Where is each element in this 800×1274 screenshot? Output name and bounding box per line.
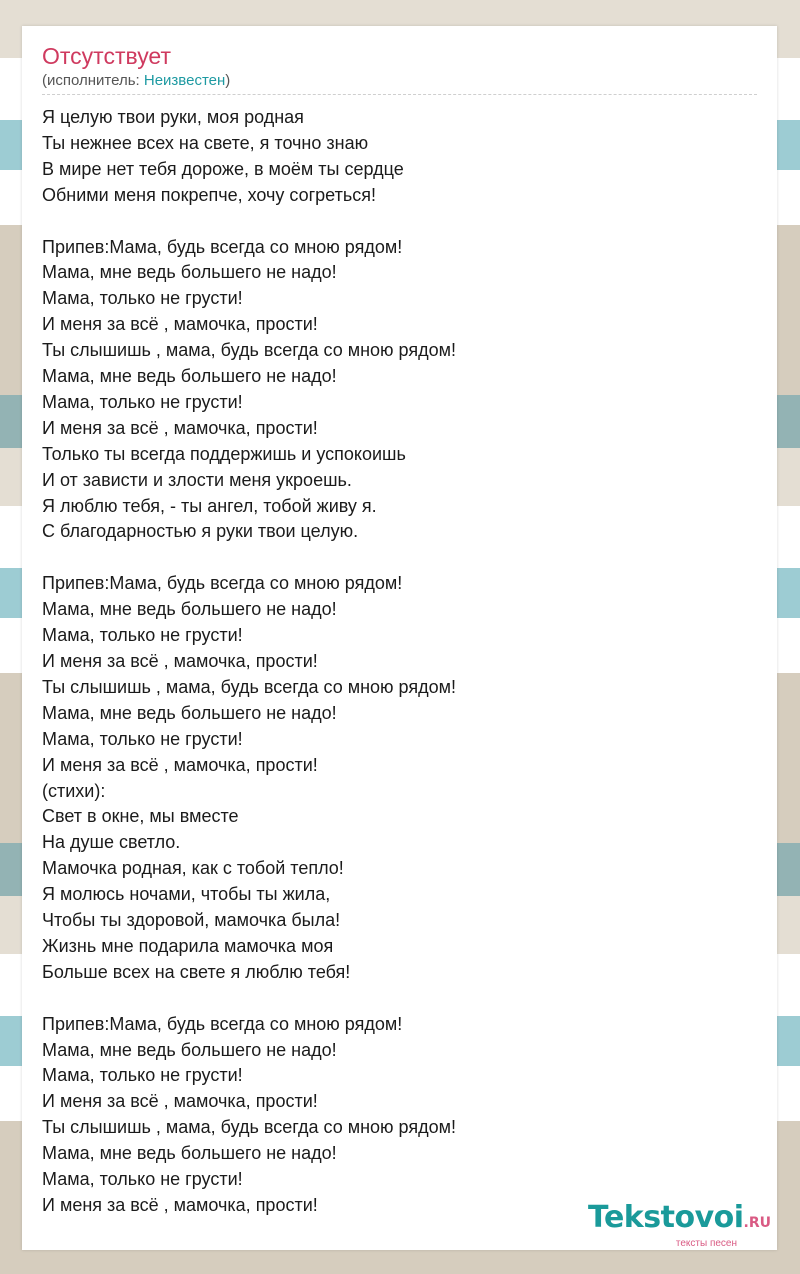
lyric-line: И меня за всё , мамочка, прости!: [42, 651, 318, 671]
lyric-line: Мама, только не грусти!: [42, 728, 243, 749]
lyric-line: И меня за всё , мамочка, прости!: [42, 1195, 318, 1216]
lyric-line: Ты нежнее всех на свете, я точно знаю: [42, 132, 369, 153]
artist-link[interactable]: Неизвестен: [143, 72, 226, 89]
lyric-line: На душе светло.: [42, 832, 181, 853]
stanza-break: [42, 209, 742, 235]
lyric-line: Припев:Мама, будь всегда со мною рядом!: [42, 236, 403, 257]
lyric-line: Свет в окне, мы вместе: [42, 806, 239, 827]
logo-wordmark: [561, 1202, 771, 1239]
lyric-line: Припев:Мама, будь всегда со мною рядом!: [42, 573, 403, 594]
lyric-line: Мама, мне ведь большего не надо!: [42, 1143, 337, 1164]
lyric-line: Мама, мне ведь большего не надо!: [42, 1039, 337, 1060]
lyric-line: Я целую твои руки, моя родная: [42, 107, 304, 127]
lyric-line: И меня за всё , мамочка, прости!: [42, 754, 318, 775]
artist-suffix: ): [225, 72, 231, 89]
lyric-line: Больше всех на свете я люблю тебя!: [42, 961, 351, 982]
lyric-line: Мама, мне ведь большего не надо!: [42, 702, 337, 723]
lyric-line: Я люблю тебя, - ты ангел, тобой живу я.: [42, 495, 377, 516]
lyric-line: И меня за всё , мамочка, прости!: [42, 314, 318, 335]
lyric-line: (стихи):: [42, 780, 106, 801]
artist-line: [42, 71, 230, 91]
lyric-line: И меня за всё , мамочка, прости!: [42, 1091, 318, 1112]
lyric-line: В мире нет тебя дороже, в моём ты сердце: [42, 158, 404, 179]
logo-tagline: тексты песен: [675, 1238, 737, 1249]
lyric-line: Мама, мне ведь большего не надо!: [42, 366, 337, 387]
lyric-line: Мама, только не грусти!: [42, 1065, 243, 1086]
lyric-line: И меня за всё , мамочка, прости!: [42, 417, 318, 438]
lyric-line: Ты слышишь , мама, будь всегда со мною рядом!: [42, 340, 456, 361]
lyric-line: Мама, мне ведь большего не надо!: [42, 599, 337, 620]
lyric-line: Только ты всегда поддержишь и успокоишь: [42, 443, 406, 464]
artist-prefix: (исполнитель:: [42, 72, 144, 89]
lyric-line: Обними меня покрепче, хочу согреться!: [42, 184, 376, 205]
logo-tld: .RU: [743, 1215, 771, 1231]
song-title: Отсутствует: [42, 43, 171, 69]
title-divider: [42, 94, 757, 95]
lyric-line: Жизнь мне подарила мамочка моя: [42, 935, 334, 956]
lyric-line: Мамочка родная, как с тобой тепло!: [42, 858, 344, 879]
lyric-line: Чтобы ты здоровой, мамочка была!: [42, 910, 341, 931]
logo-name: Tekstovoi: [587, 1200, 744, 1235]
lyric-line: С благодарностью я руки твои целую.: [42, 521, 359, 542]
lyric-line: Мама, только не грусти!: [42, 1169, 243, 1190]
lyric-line: Мама, только не грусти!: [42, 288, 243, 309]
lyric-line: И от зависти и злости меня укроешь.: [42, 469, 352, 490]
lyric-line: Мама, мне ведь большего не надо!: [42, 262, 337, 283]
lyric-line: Мама, только не грусти!: [42, 391, 243, 412]
lyric-line: Ты слышишь , мама, будь всегда со мною рядом!: [42, 676, 456, 697]
lyric-line: Ты слышишь , мама, будь всегда со мною рядом!: [42, 1117, 456, 1138]
site-logo[interactable]: [561, 1200, 771, 1249]
stanza-break: [42, 545, 742, 571]
lyric-line: Припев:Мама, будь всегда со мною рядом!: [42, 1013, 403, 1034]
stanza-break: [42, 986, 742, 1012]
lyrics-body: [42, 105, 742, 1219]
lyric-line: Мама, только не грусти!: [42, 625, 243, 646]
lyric-line: Я молюсь ночами, чтобы ты жила,: [42, 884, 331, 905]
lyrics-card: [22, 26, 777, 1250]
